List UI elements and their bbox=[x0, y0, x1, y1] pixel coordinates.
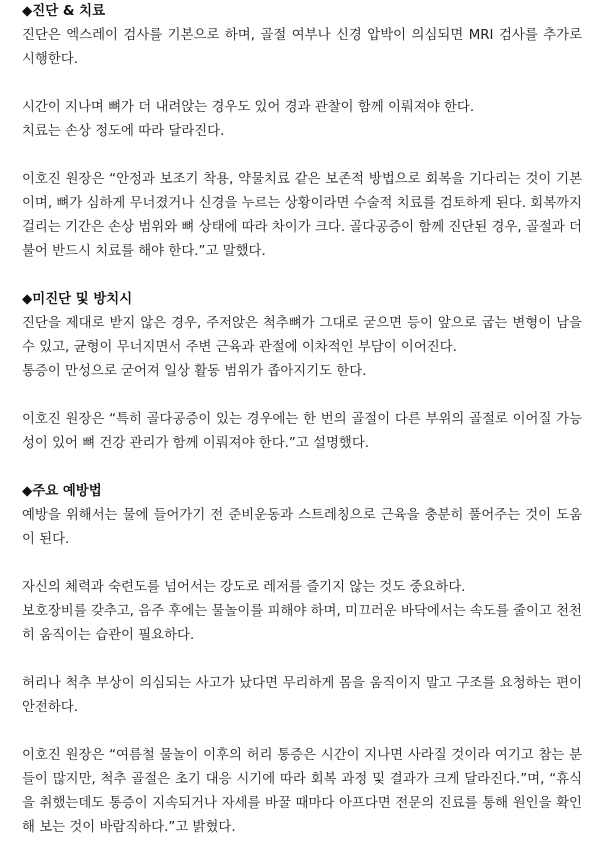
paragraph: 통증이 만성으로 굳어져 일상 활동 범위가 좁아지기도 한다. bbox=[22, 364, 367, 379]
paragraph: 치료는 손상 정도에 따라 달라진다. bbox=[22, 124, 225, 139]
section-heading-prevention: ◆주요 예방법 bbox=[22, 484, 102, 499]
paragraph: 자신의 체력과 숙련도를 넘어서는 강도로 레저를 즐기지 않는 것도 중요하다. bbox=[22, 580, 466, 595]
quote-paragraph: 이호진 원장은 “여름철 물놀이 이후의 허리 통증은 시간이 지나면 사라질 것이라 여기고 참는 분들이 많지만, 척추 골절은 초기 대응 시기에 따라 회복 과정 및 결과가 크게 달라진다.”며, “휴식을 취했는데도 통증이 지속되거나 자세를 바꿀 때마다 아프다면 전문의 진료를 통해 원인을 확인해 보는 것이 바람직하다.”고 밝혔다. bbox=[22, 748, 582, 835]
section-heading-undiagnosed: ◆미진단 및 방치시 bbox=[22, 292, 133, 307]
paragraph: 시간이 지나며 뼈가 더 내려앉는 경우도 있어 경과 관찰이 함께 이뤄져야 한다. bbox=[22, 100, 475, 115]
article-body bbox=[22, 0, 582, 840]
paragraph: 진단을 제대로 받지 않은 경우, 주저앉은 척추뼈가 그대로 굳으면 등이 앞으로 굽는 변형이 남을 수 있고, 균형이 무너지면서 주변 근육과 관절에 이차적인 부담이 이어진다. bbox=[22, 316, 582, 355]
paragraph: 보호장비를 갖추고, 음주 후에는 물놀이를 피해야 하며, 미끄러운 바닥에서는 속도를 줄이고 천천히 움직이는 습관이 필요하다. bbox=[22, 604, 582, 643]
paragraph: 예방을 위해서는 물에 들어가기 전 준비운동과 스트레칭으로 근육을 충분히 풀어주는 것이 도움이 된다. bbox=[22, 508, 582, 547]
paragraph-gap bbox=[22, 72, 582, 96]
paragraph-gap bbox=[22, 648, 582, 672]
section-heading-diagnosis: ◆진단 & 치료 bbox=[22, 4, 106, 19]
quote-paragraph: 이호진 원장은 “안정과 보조기 착용, 약물치료 같은 보존적 방법으로 회복을 기다리는 것이 기본이며, 뼈가 심하게 무너졌거나 신경을 누르는 상황이라면 수술적 치료를 검토하게 된다. 회복까지 걸리는 기간은 손상 범위와 뼈 상태에 따라 차이가 크다. 골다공증이 함께 진단된 경우, 골절과 더불어 반드시 치료를 해야 한다.”고 말했다. bbox=[22, 172, 582, 259]
section-gap bbox=[22, 264, 582, 288]
paragraph-gap bbox=[22, 144, 582, 168]
paragraph-gap bbox=[22, 720, 582, 744]
section-gap bbox=[22, 456, 582, 480]
paragraph-gap bbox=[22, 552, 582, 576]
paragraph: 허리나 척추 부상이 의심되는 사고가 났다면 무리하게 몸을 움직이지 말고 구조를 요청하는 편이 안전하다. bbox=[22, 676, 582, 715]
paragraph-gap bbox=[22, 384, 582, 408]
quote-paragraph: 이호진 원장은 “특히 골다공증이 있는 경우에는 한 번의 골절이 다른 부위의 골절로 이어질 가능성이 있어 뼈 건강 관리가 함께 이뤄져야 한다.”고 설명했다. bbox=[22, 412, 582, 451]
paragraph: 진단은 엑스레이 검사를 기본으로 하며, 골절 여부나 신경 압박이 의심되면 MRI 검사를 추가로 시행한다. bbox=[22, 28, 582, 67]
